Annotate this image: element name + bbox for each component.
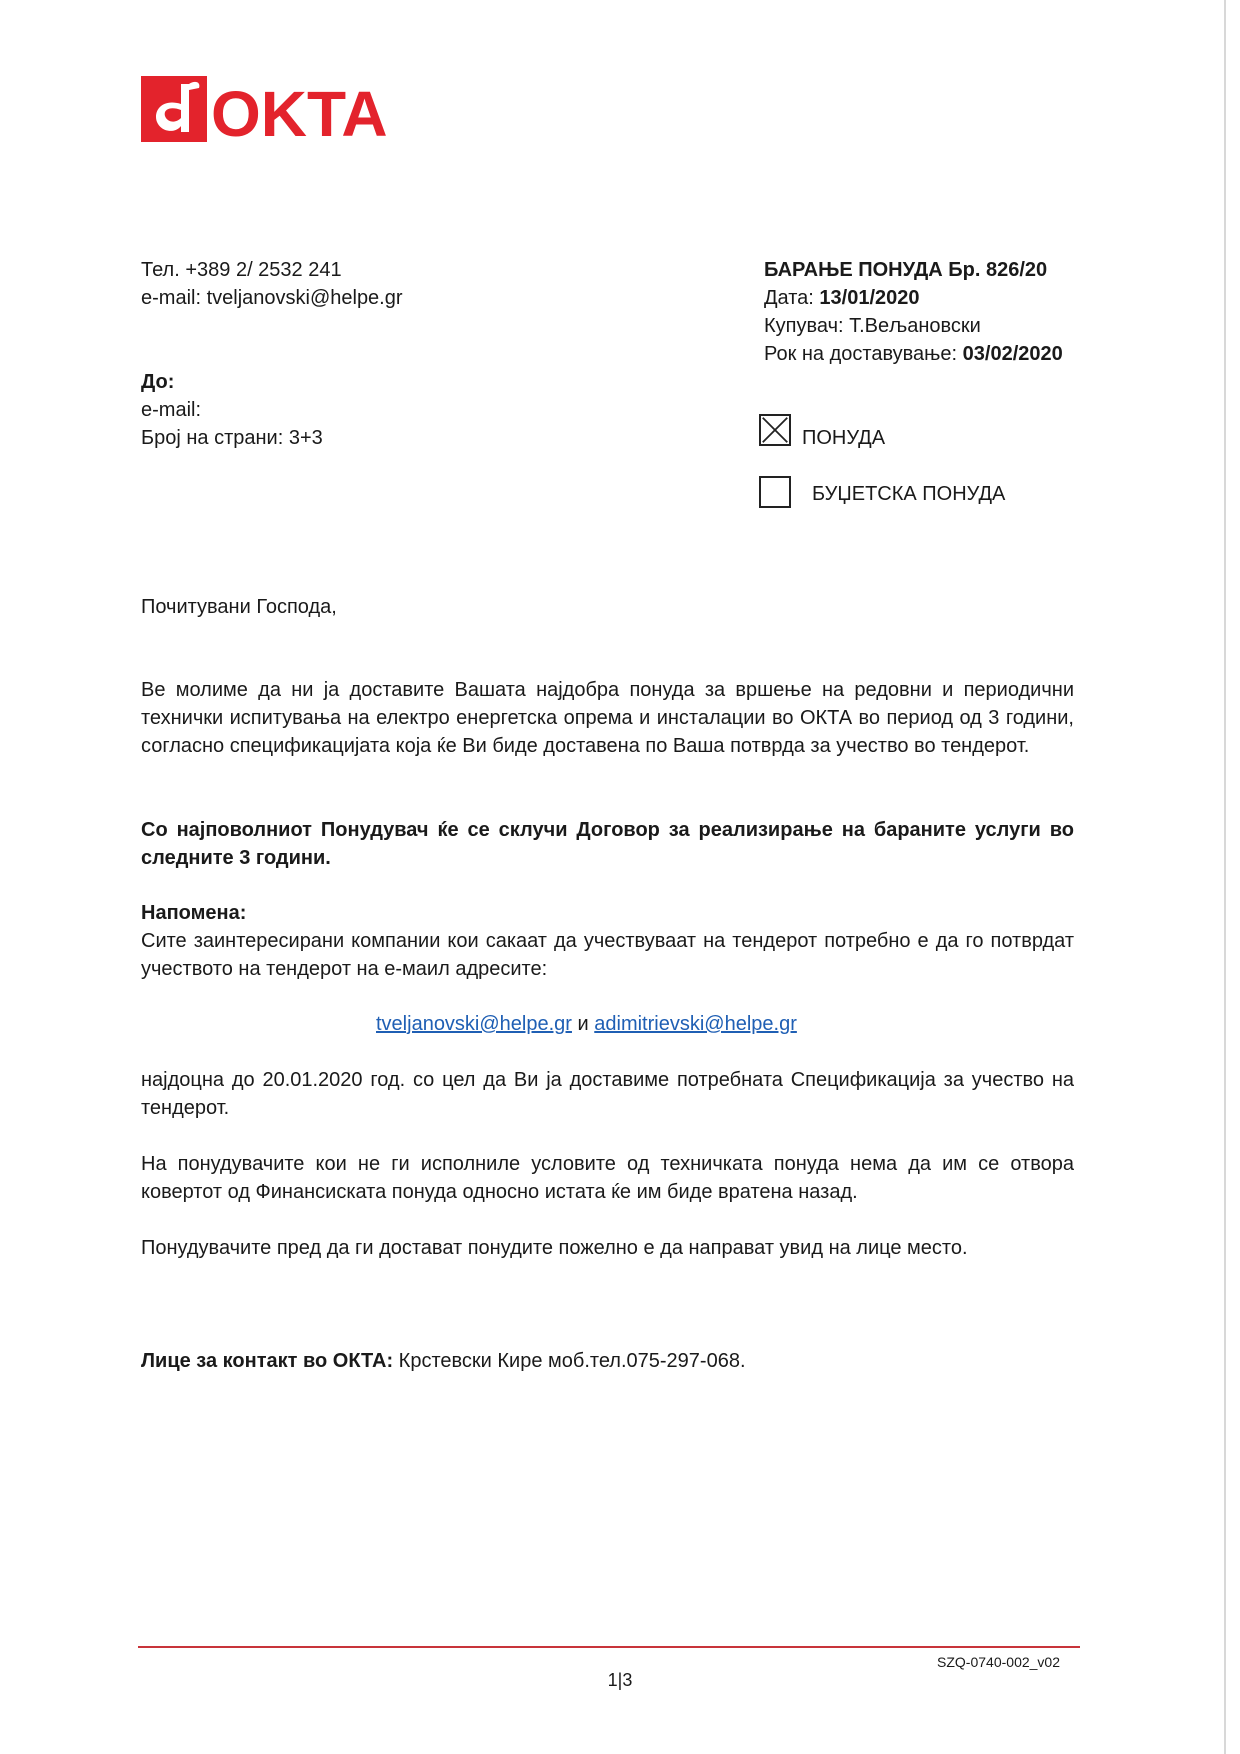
email-join: и bbox=[577, 1013, 589, 1035]
okta-logo-text: OKTA bbox=[211, 78, 388, 142]
email-link-tveljanovski[interactable]: tveljanovski@helpe.gr bbox=[376, 1013, 572, 1035]
paragraph-contract: Со најповолниот Понудувач ќе се склучи Договор за реализирање на бараните услуги во следните 3 години. bbox=[141, 819, 1074, 869]
paragraph-envelope: На понудувачите кои не ги исполниле условите од техничката понуда нема да им се отвора ковертот од Финансиската понуда односно истата ќе им биде вратена назад. bbox=[141, 1153, 1074, 1203]
sender-phone: Тел. +389 2/ 2532 241 bbox=[141, 259, 342, 281]
option-budget-offer-checkbox bbox=[759, 476, 791, 508]
note-text: Сите заинтересирани компании кои сакаат да учествуваат на тендерот потребно е да го потврдат учеството на тендерот на е-маил адресите: bbox=[141, 930, 1074, 980]
page-number: 1|3 bbox=[607, 1670, 633, 1690]
request-date bbox=[764, 284, 920, 312]
document-code: SZQ-0740-002_v02 bbox=[937, 1654, 1060, 1670]
email-links bbox=[376, 1010, 797, 1038]
contact-value: Крстевски Кире моб.тел.075-297-068. bbox=[398, 1350, 746, 1372]
contact-label: Лице за контакт во ОКТА: bbox=[141, 1350, 399, 1372]
note-title: Напомена: bbox=[141, 902, 247, 924]
option-offer-label: ПОНУДА bbox=[802, 427, 886, 449]
checked-x-icon bbox=[761, 416, 789, 444]
request-date-label: Дата: bbox=[764, 287, 820, 309]
okta-logo bbox=[141, 76, 397, 142]
request-deadline bbox=[764, 340, 1063, 368]
contact-line bbox=[141, 1347, 746, 1375]
recipient-pages: Број на страни: 3+3 bbox=[141, 427, 323, 449]
sender-email: e-mail: tveljanovski@helpe.gr bbox=[141, 287, 403, 309]
option-offer-checkbox bbox=[759, 414, 791, 446]
recipient-to-label: До: bbox=[141, 371, 175, 393]
request-deadline-value: 03/02/2020 bbox=[962, 343, 1063, 365]
paragraph-deadline: најдоцна до 20.01.2020 год. со цел да Ви ја доставиме потребната Спецификација за учество на тендерот. bbox=[141, 1069, 1074, 1119]
recipient-email-label: e-mail: bbox=[141, 399, 202, 421]
option-budget-offer-label: БУЏЕТСКА ПОНУДА bbox=[812, 483, 1006, 505]
request-buyer: Купувач: Т.Вељановски bbox=[764, 315, 981, 337]
greeting: Почитувани Господа, bbox=[141, 596, 337, 618]
email-link-adimitrievski[interactable]: adimitrievski@helpe.gr bbox=[594, 1013, 797, 1035]
request-date-value: 13/01/2020 bbox=[819, 287, 920, 309]
paragraph-request: Ве молиме да ни ја доставите Вашата најдобра понуда за вршење на редовни и периодични технички испитувања на електро енергетска опрема и инсталации во ОКТА во период од 3 години, согласно спецификацијата која ќе Ви биде доставена по Ваша потврда за учество во тендерот. bbox=[141, 679, 1074, 757]
request-deadline-label: Рок на доставување: bbox=[764, 343, 963, 365]
request-title: БАРАЊЕ ПОНУДА Бр. 826/20 bbox=[764, 259, 1048, 281]
paragraph-site-visit: Понудувачите пред да ги достават понудите пожелно е да направат увид на лице место. bbox=[141, 1237, 968, 1259]
page-edge-line bbox=[1224, 0, 1226, 1754]
okta-logo-graphic bbox=[141, 76, 397, 142]
footer-divider bbox=[138, 1646, 1080, 1648]
